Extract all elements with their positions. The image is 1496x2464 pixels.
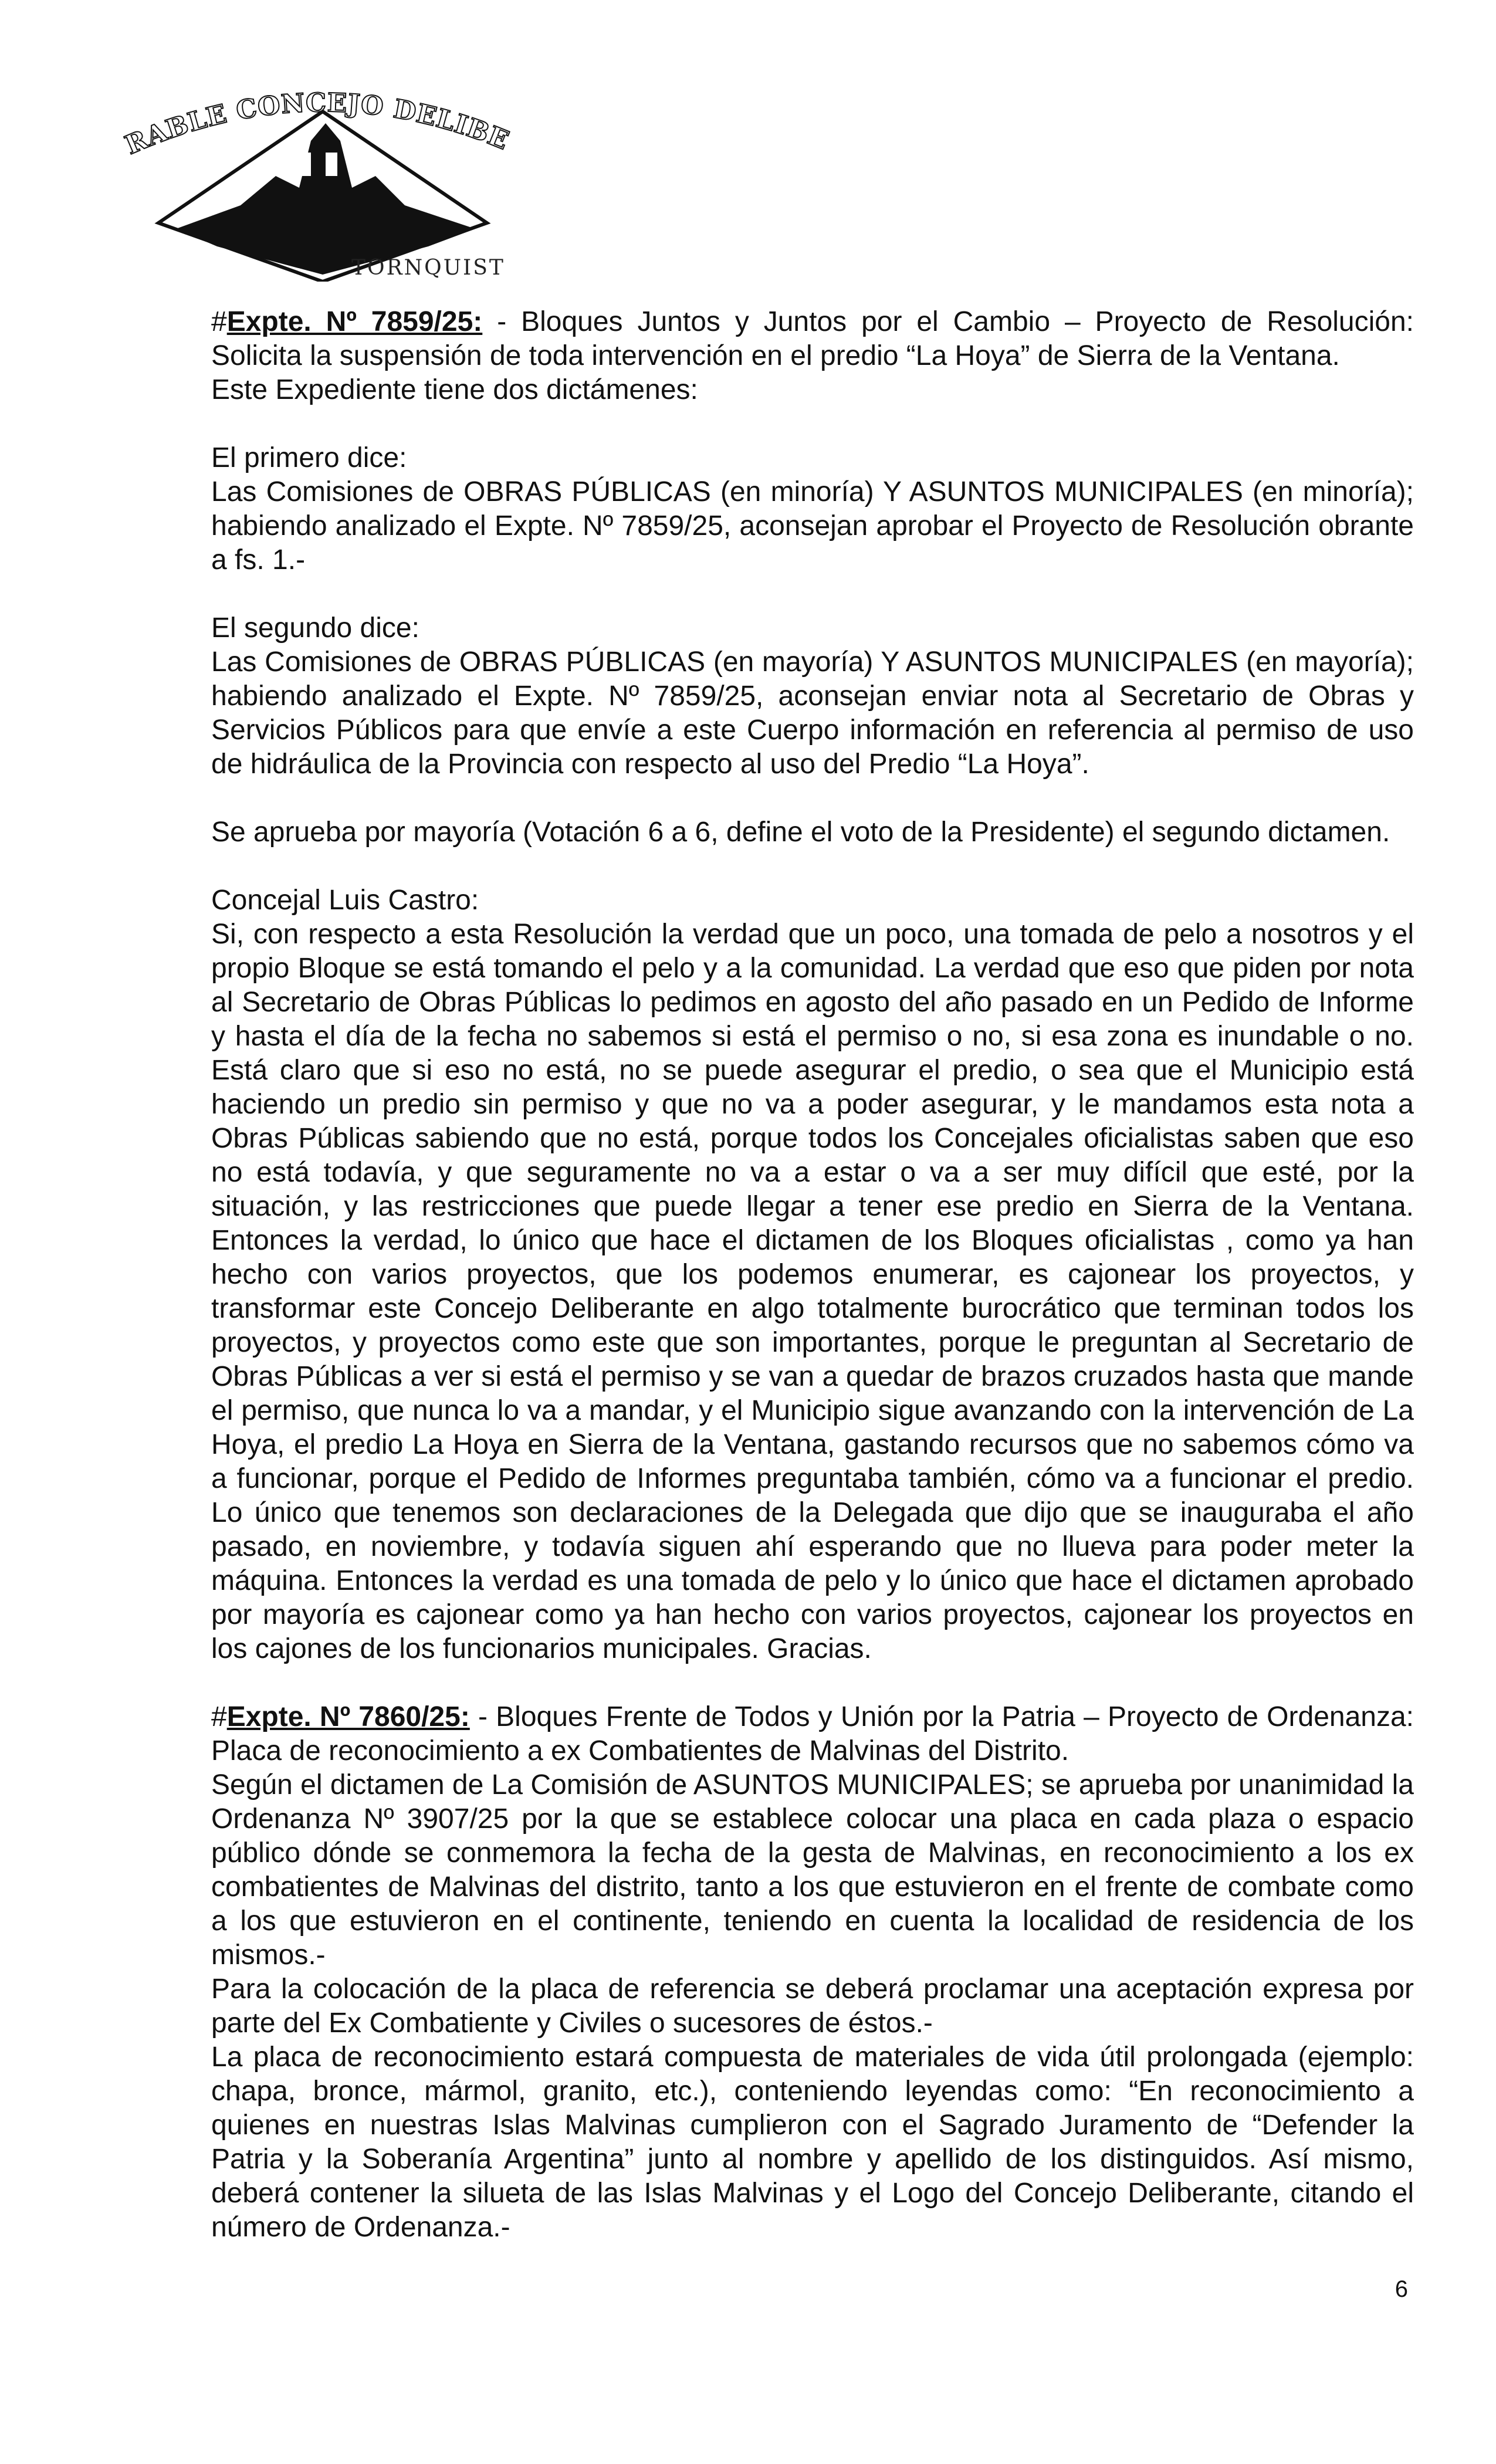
logo-bottom-text: TORNQUIST: [351, 256, 505, 280]
expte-7860-para-1: Según el dictamen de La Comisión de ASUNTOS MUNICIPALES; se aprueba por unanimidad la Ordenanza Nº 3907/25 por la que se establece colocar una placa en cada plaza o espacio público dónde se conmemora la fecha de la gesta de Malvinas, en reconocimiento a los ex combatientes de Malvinas del distrito, tanto a los que estuvieron en el frente de combate como a los que estuvieron en el continente, teniendo en cuenta la localidad de residencia de los mismos.-: [211, 1769, 1414, 1971]
concejo-logo-graphic: [123, 88, 522, 282]
expte-7860-para-3: La placa de reconocimiento estará compuesta de materiales de vida útil prolongada (ejemplo: chapa, bronce, mármol, granito, etc.), conteniendo leyendas como: “En reconocimiento a quienes en nuestras Islas Malvinas cumplieron con el Sagrado Juramento de “Defender la Patria y la Soberanía Argentina” junto al nombre y apellido de los distinguidos. Así mismo, deberá contener la silueta de las Islas Malvinas y el Logo del Concejo Deliberante, citando el número de Ordenanza.-: [211, 2042, 1414, 2243]
expte-7859-intro: Este Expediente tiene dos dictámenes:: [211, 374, 698, 405]
first-dictamen-heading: El primero dice:: [211, 442, 407, 473]
expte-7859-title: - Bloques Juntos y Juntos por el Cambio – Proyecto de Resolución: Solicita la suspensión de toda intervención en el predio “La Hoya” de Sierra de la Ventana.: [211, 306, 1414, 371]
expte-7859-ref: Expte. Nº 7859/25:: [226, 306, 483, 337]
first-dictamen-text: Las Comisiones de OBRAS PÚBLICAS (en minoría) Y ASUNTOS MUNICIPALES (en minoría); habiendo analizado el Expte. Nº 7859/25, aconsejan aprobar el Proyecto de Resolución obrante a fs. 1.-: [211, 476, 1414, 576]
vote-result: Se aprueba por mayoría (Votación 6 a 6, define el voto de la Presidente) el segundo dictamen.: [211, 817, 1390, 848]
speaker-speech: Si, con respecto a esta Resolución la verdad que un poco, una tomada de pelo a nosotros y el propio Bloque se está tomando el pelo y a la comunidad. La verdad que eso que piden por nota al Secretario de Obras Públicas lo pedimos en agosto del año pasado en un Pedido de Informe y hasta el día de la fecha no sabemos si está el permiso o no, si esa zona es inundable o no. Está claro que si eso no está, no se puede asegurar el predio, o sea que el Municipio está haciendo un predio sin permiso y que no va a poder asegurar, y le mandamos esta nota a Obras Públicas sabiendo que no está, porque todos los Concejales oficialistas saben que eso no está todavía, y que seguramente no va a estar o va a ser muy difícil que esté, por la situación, y las restricciones que puede llegar a tener ese predio en Sierra de la Ventana. Entonces la verdad, lo único que hace el dictamen de los Bloques oficialistas , como ya han hecho con varios proyectos, que los podemos enumerar, es cajonear los proyectos, y transformar este Concejo Deliberante en algo totalmente burocrático que terminan todos los proyectos, y proyectos como este que son importantes, porque le preguntan al Secretario de Obras Públicas a ver si está el permiso y se van a quedar de brazos cruzados hasta que mande el permiso, que nunca lo va a mandar, y el Municipio sigue avanzando con la intervención de La Hoya, el predio La Hoya en Sierra de la Ventana, gastando recursos que no sabemos cómo va a funcionar, porque el Pedido de Informes preguntaba también, cómo va a funcionar el predio. Lo único que tenemos son declaraciones de la Delegada que dijo que se inauguraba el año pasado, en noviembre, y todavía siguen ahí esperando que no llueva para poder meter la máquina. Entonces la verdad es una tomada de pelo y lo único que hace el dictamen aprobado por mayoría es cajonear como ya han hecho con varios proyectos, cajonear los proyectos en los cajones de los funcionarios municipales. Gracias.: [211, 919, 1414, 1664]
logo-arc-text: RABLE CONCEJO DELIBE: [123, 88, 514, 161]
concejo-logo: [123, 88, 522, 282]
expte-7860-hash: #: [211, 1701, 227, 1732]
expte-7859-hash: #: [211, 306, 227, 337]
expte-7860-title: - Bloques Frente de Todos y Unión por la Patria – Proyecto de Ordenanza: Placa de reconocimiento a ex Combatientes de Malvinas del Distrito.: [211, 1701, 1414, 1766]
spacer: [211, 781, 1414, 815]
expte-7860-heading: [211, 1700, 1414, 1768]
page-number: 6: [1395, 2276, 1408, 2302]
second-dictamen-text: Las Comisiones de OBRAS PÚBLICAS (en mayoría) Y ASUNTOS MUNICIPALES (en mayoría); habiendo analizado el Expte. Nº 7859/25, aconsejan enviar nota al Secretario de Obras y Servicios Públicos para que envíe a este Cuerpo información en referencia al permiso de uso de hidráulica de la Provincia con respecto al uso del Predio “La Hoya”.: [211, 647, 1414, 780]
second-dictamen-heading: El segundo dice:: [211, 612, 419, 644]
expte-7860-ref: Expte. Nº 7860/25:: [226, 1701, 470, 1732]
spacer: [211, 407, 1414, 441]
spacer: [211, 849, 1414, 884]
expte-7859-heading: [211, 305, 1414, 373]
expte-7860-para-2: Para la colocación de la placa de referencia se deberá proclamar una aceptación expresa por parte del Ex Combatiente y Civiles o sucesores de éstos.-: [211, 1974, 1414, 2039]
spacer: [211, 1666, 1414, 1700]
document-body: [211, 305, 1414, 2245]
spacer: [211, 577, 1414, 611]
speaker-name: Concejal Luis Castro:: [211, 885, 479, 916]
